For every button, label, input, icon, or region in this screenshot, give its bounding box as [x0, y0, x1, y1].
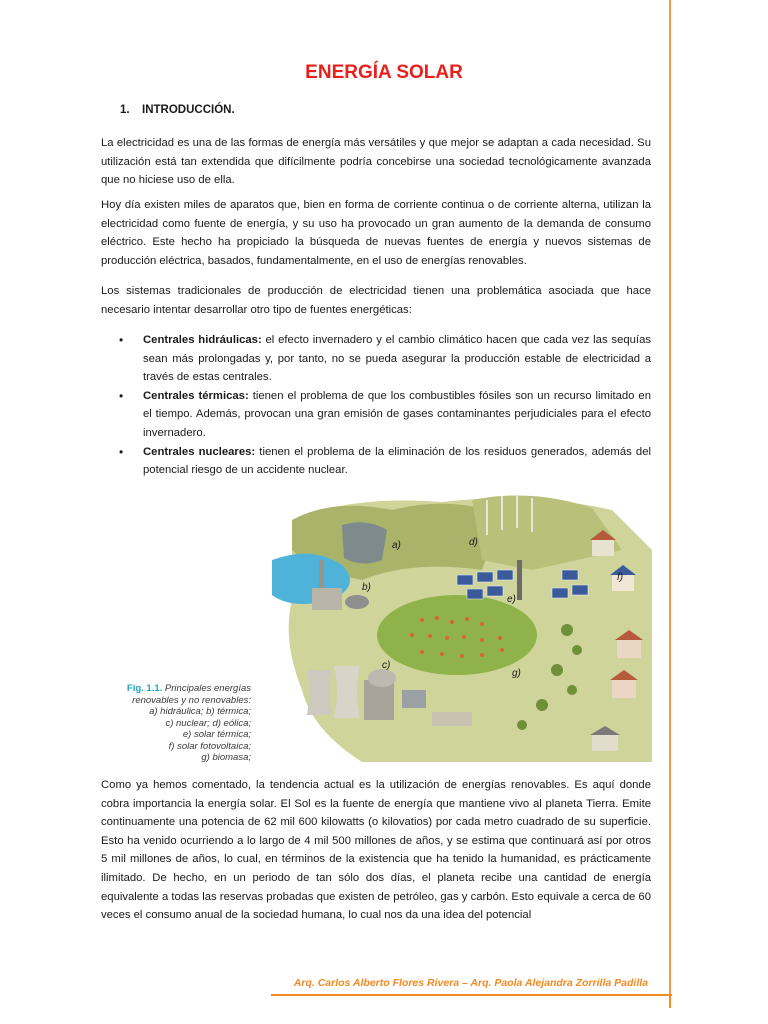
bullet-dot-icon: • [119, 333, 124, 347]
page-edge-rule [669, 0, 671, 1000]
caption-line-5: e) solar térmica; [182, 729, 251, 740]
energy-landscape-illustration [272, 490, 652, 762]
caption-label: Fig. 1.1. [126, 683, 163, 694]
bullet-hydraulic [101, 331, 651, 387]
caption-line-1: Principales energías [164, 683, 251, 694]
closing-paragraph: Como ya hemos comentado, la tendencia actual es la utilización de energías renovables. Es aquí donde cobra importancia la energía solar. El Sol es la fuente de energía que mantiene vivo al planeta Tierra. Emite continuamente una potencia de 62 mil 600 kilowatts (o kilovatios) por cada metro cuadrado de su superficie. Esto ha venido ocurriendo a lo largo de 4 mil 500 millones de años, y se estima que continuará así por otros 5 mil millones de años, lo cual, en términos de la existencia que ha tenido la humanidad, es prácticamente ilimitado. De hecho, en un periodo de tan sólo dos días, el planeta recibe una cantidad de energía equivalente a todas las reservas probadas que existen de petróleo, gas y carbón. Esto equivale a cerca de 60 veces el consumo anual de la sociedad humana, lo cual nos da una idea del potencial [101, 779, 651, 922]
paragraph-1: La electricidad es una de las formas de energía más versátiles y que mejor se adaptan a cada necesidad. Su utilización está tan extendida que difícilmente podría concebirse una sociedad tecnológicamente avanzada que no hiciese uso de ella. [101, 137, 651, 187]
caption-line-7: g) biomasa; [201, 752, 251, 763]
label-e: e) [507, 594, 516, 605]
bullet-text: tienen el problema de que los combustibles fósiles son un recurso limitado en el tiempo. Además, provocan una gran emisión de gases contaminantes perjudiciales para el efecto invernadero. [143, 389, 651, 439]
bullet-list [101, 331, 651, 480]
caption-line-4: c) nuclear; d) eólica; [165, 717, 251, 729]
caption-line-2: renovables y no renovables: [132, 694, 251, 706]
dam [342, 522, 387, 563]
bullet-dot-icon: • [119, 444, 124, 459]
figure-caption [121, 683, 251, 764]
landscape-svg [272, 490, 652, 762]
bullet-term: Centrales térmicas: [143, 389, 249, 402]
bullet-term: Centrales hidráulicas: [143, 334, 262, 346]
label-a: a) [392, 540, 401, 551]
label-d: d) [469, 537, 478, 548]
footer-authors: Arq. Carlos Alberto Flores Rivera – Arq. Paola Alejandra Zorrilla Padilla [293, 977, 648, 989]
label-c: c) [382, 660, 391, 671]
paragraph-2: Hoy día existen miles de aparatos que, bien en forma de corriente continua o de corriente alterna, utilizan la electricidad como fuente de energía, y su uso ha provocado un gran aumento de la demanda de consumo eléctrico. Este hecho ha propiciado la búsqueda de nuevas fuentes de energía y nuevos sistemas de producción eléctrica, basados, fundamentalmente, en el uso de energías renovables. [101, 199, 651, 267]
bullet-text: tienen el problema de la eliminación de los residuos generados, además del potencial riesgo de un accidente nuclear. [143, 445, 652, 477]
solar-tower [517, 560, 522, 600]
bullet-term: Centrales nucleares: [143, 445, 256, 458]
caption-line-6: f) solar fotovoltaica; [168, 740, 251, 752]
section-title: INTRODUCCIÓN. [142, 104, 235, 116]
document-title: ENERGÍA SOLAR [305, 62, 463, 83]
bullet-nuclear [101, 443, 651, 480]
paragraph-3: Los sistemas tradicionales de producción de electricidad tienen una problemática asociada que hace necesario intentar desarrollar otro tipo de fuentes energéticas: [101, 285, 651, 316]
bullet-dot-icon: • [119, 388, 124, 403]
bullet-thermal [101, 387, 651, 443]
label-b: b) [362, 582, 371, 593]
footer-rule [271, 994, 672, 996]
crop-field [377, 595, 537, 675]
label-f: f) [617, 572, 624, 583]
section-heading [120, 104, 235, 116]
footer-rule-stub [669, 994, 671, 1008]
caption-line-3: a) hidráulica; b) térmica; [149, 706, 251, 717]
label-g: g) [512, 668, 521, 679]
bullet-text: el efecto invernadero y el cambio climático hacen que cada vez las sequías sean más prolongadas y, por tanto, no se pueda asegurar la producción estable de electricidad a través de estas centrales. [143, 334, 651, 384]
section-number: 1. [120, 104, 130, 116]
